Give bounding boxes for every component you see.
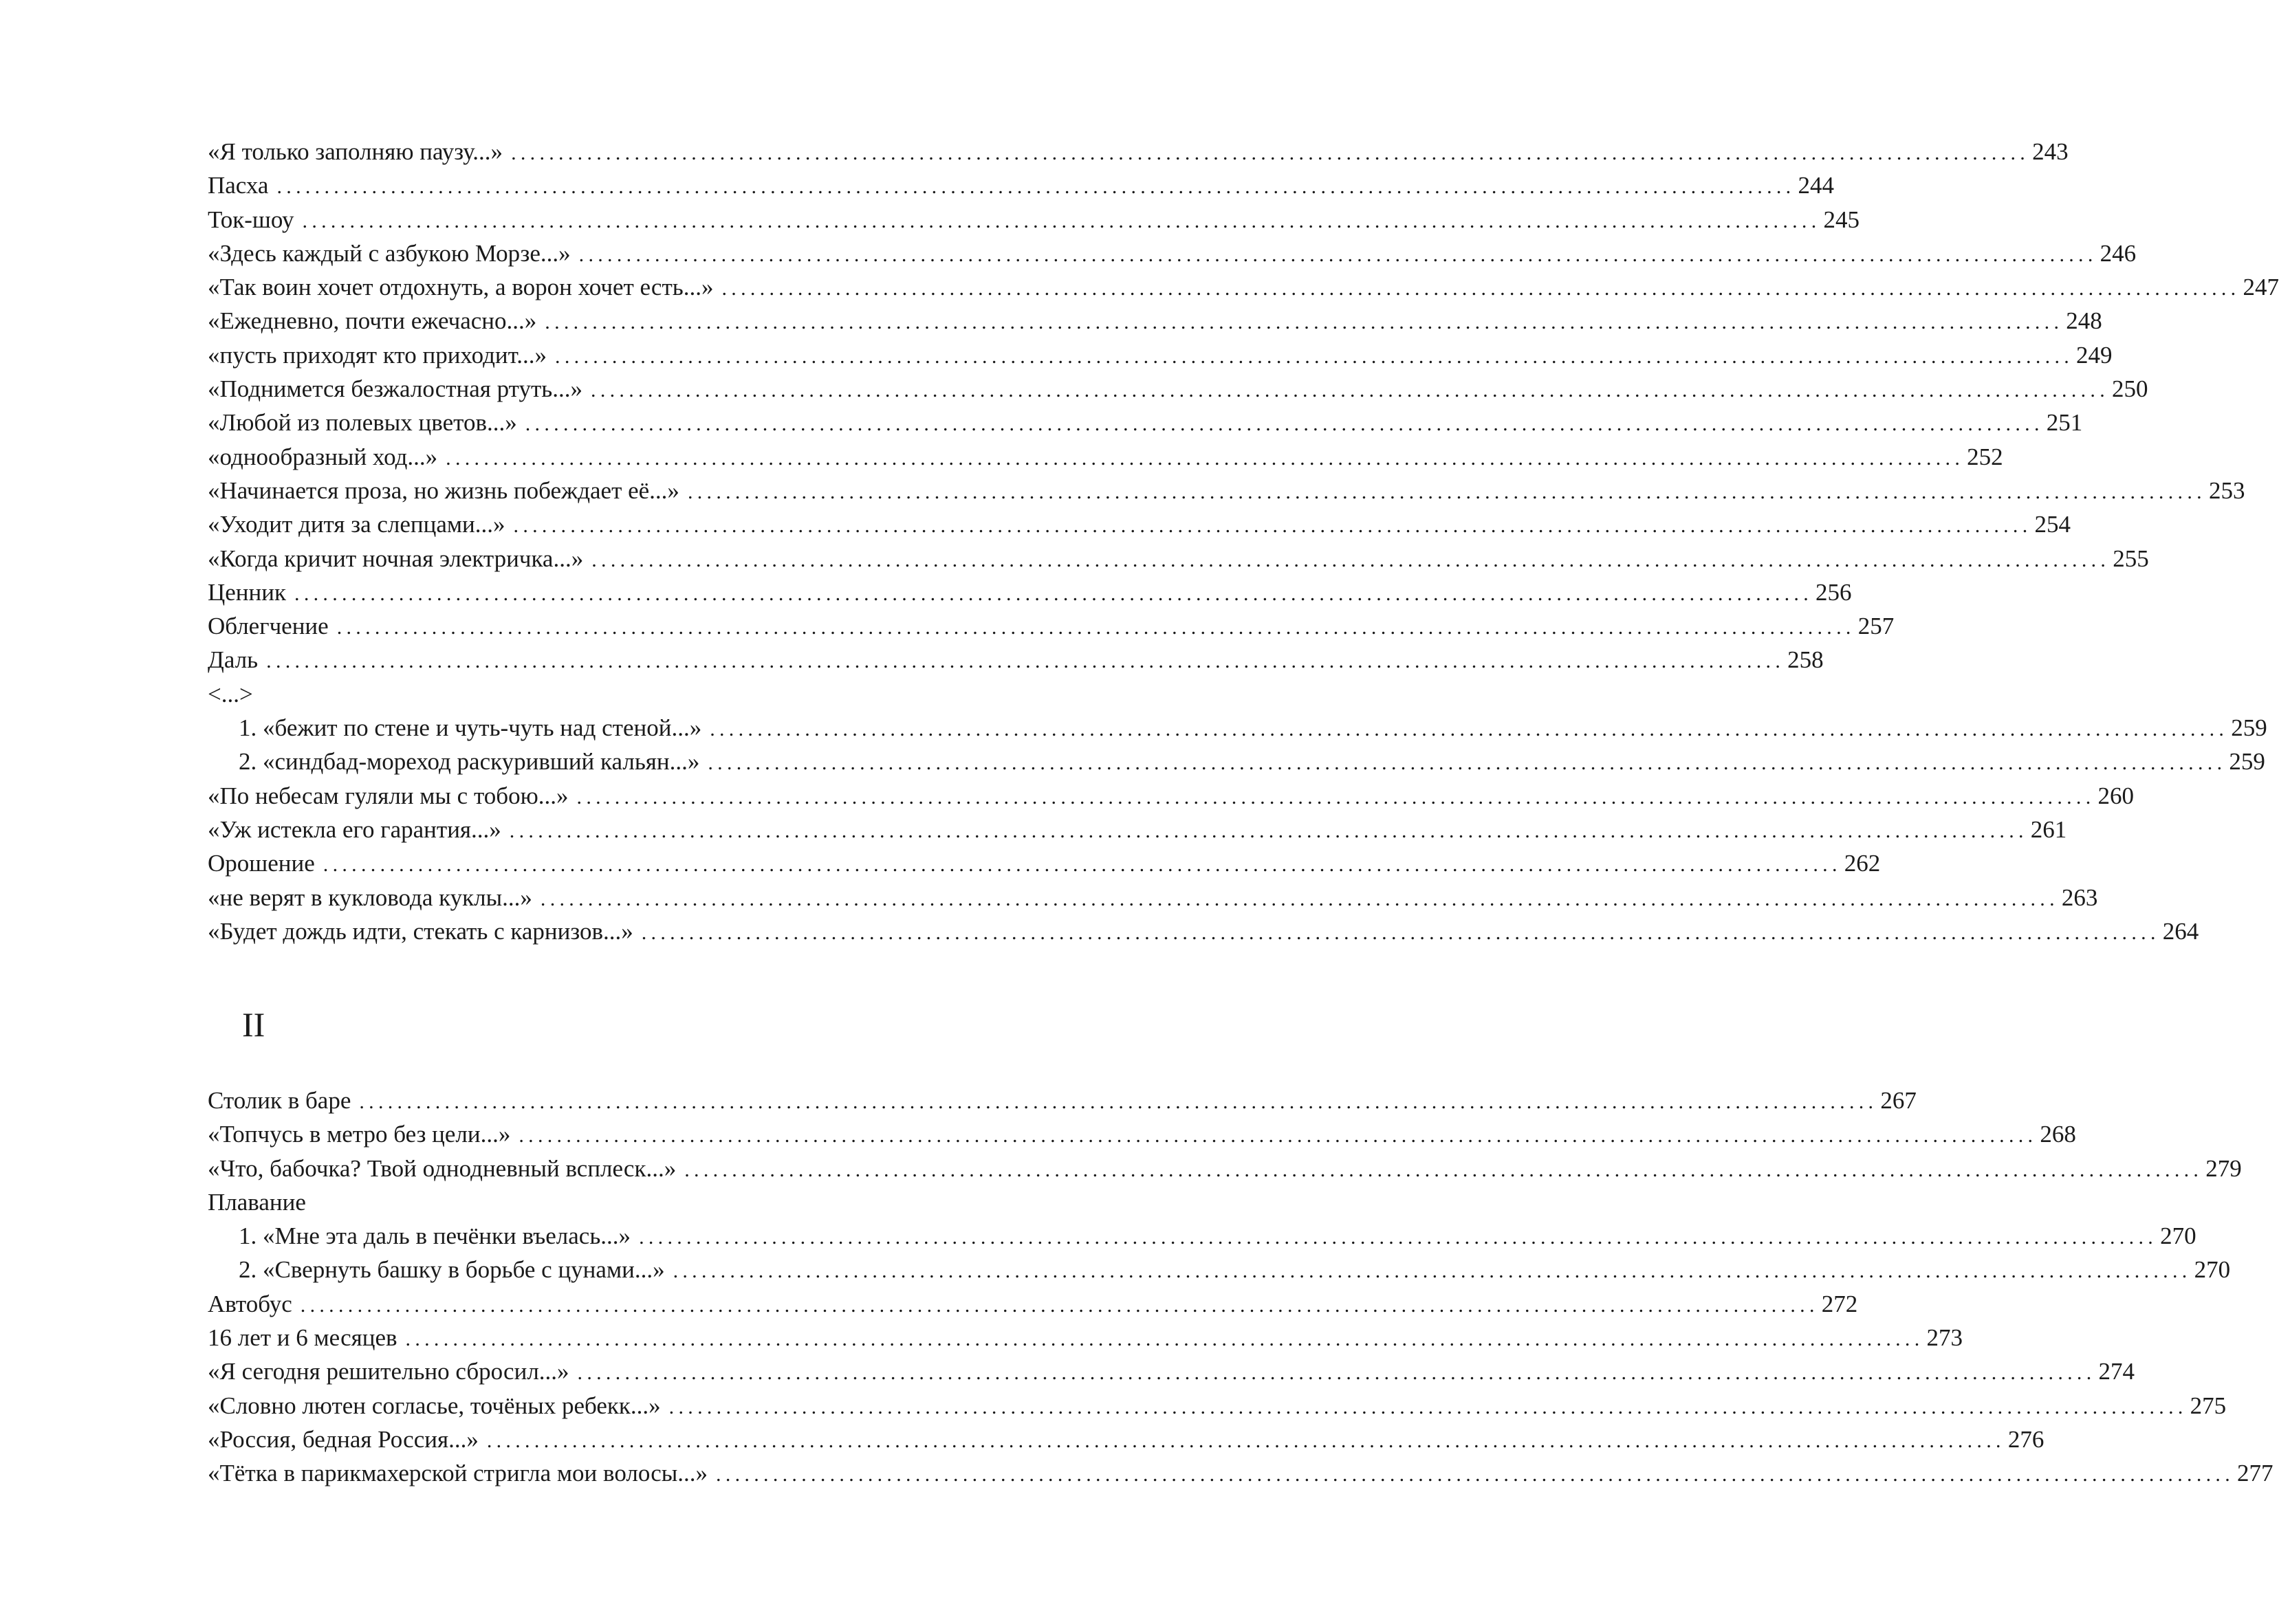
toc-page-number: 249 <box>2076 341 2113 369</box>
toc-entry <box>208 813 2067 846</box>
toc-dot-leader: ................................................................................................................................................................ <box>591 379 2110 402</box>
toc-page-number: 263 <box>2061 884 2098 911</box>
toc-entry <box>208 338 2113 372</box>
toc-entry <box>208 203 1860 237</box>
toc-entry-title: Облегчение <box>208 613 329 640</box>
toc-page-number: 267 <box>1880 1087 1917 1114</box>
toc-subentry <box>208 1219 2196 1253</box>
toc-dot-leader: ................................................................................................................................................................ <box>405 1328 1924 1351</box>
toc-page-number: 260 <box>2097 782 2135 809</box>
toc-dot-leader: ................................................................................................................................................................ <box>525 413 2044 436</box>
toc-entry <box>208 372 2148 406</box>
toc-entry-title: «однообразный ход...» <box>208 443 438 470</box>
toc-dot-leader: ................................................................................................................................................................ <box>540 887 2059 910</box>
toc-entry <box>208 1152 2242 1185</box>
toc-dot-leader: ................................................................................................................................................................ <box>336 616 1855 639</box>
toc-entry-title: «Здесь каждый с азбукою Морзе...» <box>208 239 571 267</box>
toc-section-two <box>208 1084 2273 1491</box>
toc-entry-title: 1. «бежит по стене и чуть-чуть над стеной...» <box>239 714 702 742</box>
toc-page-number: 244 <box>1798 172 1834 199</box>
toc-entry-title: «Что, бабочка? Твой однодневный всплеск...» <box>208 1154 677 1182</box>
toc-entry <box>208 1185 971 1219</box>
toc-entry <box>208 1287 1858 1321</box>
toc-subentry <box>208 1253 2231 1286</box>
toc-entry <box>208 846 1881 880</box>
toc-page-number: 268 <box>2040 1121 2076 1148</box>
toc-page-number: 272 <box>1821 1290 1858 1317</box>
toc-subentry <box>208 711 2267 745</box>
toc-page-number: 279 <box>2205 1154 2242 1182</box>
toc-page-number: 275 <box>2190 1392 2227 1419</box>
toc-entry-title: Автобус <box>208 1290 292 1317</box>
toc-entry <box>208 1354 2135 1388</box>
toc-dot-leader: ................................................................................................................................................................ <box>684 1158 2203 1181</box>
toc-dot-leader: ................................................................................................................................................................ <box>276 175 1796 199</box>
toc-dot-leader: ................................................................................................................................................................ <box>639 1226 2158 1249</box>
toc-entry <box>208 406 2083 439</box>
toc-entry <box>208 270 2279 304</box>
toc-page-number: 250 <box>2112 375 2148 403</box>
toc-dot-leader: ................................................................................................................................................................ <box>708 751 2227 775</box>
toc-page-number: 273 <box>1926 1324 1963 1352</box>
toc-dot-leader: ................................................................................................................................................................ <box>294 582 1813 605</box>
toc-entry <box>208 881 2098 914</box>
toc-page-number: 261 <box>2030 815 2067 843</box>
toc-entry-title: Даль <box>208 646 259 674</box>
toc-dot-leader: ................................................................................................................................................................ <box>591 548 2111 571</box>
toc-page-number: 256 <box>1815 578 1852 606</box>
toc-page-number: 254 <box>2034 511 2071 538</box>
toc-dot-leader: ................................................................................................................................................................ <box>359 1090 1878 1113</box>
toc-dot-leader: ................................................................................................................................................................ <box>519 1124 2038 1148</box>
toc-entry <box>208 542 2149 575</box>
toc-entry-title: «Топчусь в метро без цели...» <box>208 1121 511 1148</box>
toc-dot-leader: ................................................................................................................................................................ <box>721 277 2240 300</box>
toc-page-number: 253 <box>2208 476 2245 504</box>
toc-entry-title: «Так воин хочет отдохнуть, а ворон хочет есть...» <box>208 274 714 301</box>
toc-entry-title: «Когда кричит ночная электричка...» <box>208 545 584 572</box>
toc-entry <box>208 304 2102 338</box>
toc-dot-leader: ................................................................................................................................................................ <box>323 853 1842 877</box>
toc-entry-title: Ценник <box>208 578 287 606</box>
toc-entry <box>208 914 2199 948</box>
toc-page-number: 262 <box>1844 850 1881 877</box>
toc-entry-title: «Россия, бедная Россия...» <box>208 1425 479 1453</box>
toc-entry <box>208 168 1834 202</box>
toc-entry-title: «Я только заполняю паузу...» <box>208 138 503 165</box>
toc-dot-leader: ................................................................................................................................................................ <box>641 921 2160 944</box>
toc-entry-title: Пасха <box>208 172 269 199</box>
toc-page-number: 252 <box>1967 443 2003 470</box>
toc-dot-leader: ................................................................................................................................................................ <box>578 243 2097 266</box>
toc-page-number: 276 <box>2007 1425 2044 1453</box>
toc-entry <box>208 575 1852 609</box>
toc-dot-leader: ................................................................................................................................................................ <box>545 311 2064 334</box>
toc-entry <box>208 474 2245 507</box>
toc-page-number: 248 <box>2066 307 2102 335</box>
toc-entry-title: <...> <box>208 680 253 707</box>
toc-page-number: 243 <box>2032 138 2069 165</box>
toc-entry-title: «Поднимется безжалостная ртуть...» <box>208 375 583 403</box>
toc-page-number: 277 <box>2237 1460 2273 1487</box>
toc-page-number: 259 <box>2229 748 2265 776</box>
toc-page-number: 270 <box>2160 1222 2196 1250</box>
toc-entry-title: «Словно лютен согласье, точёных ребекк...» <box>208 1392 661 1419</box>
toc-dot-leader: ................................................................................................................................................................ <box>266 650 1785 673</box>
toc-page-number: 258 <box>1787 646 1824 674</box>
toc-dot-leader: ................................................................................................................................................................ <box>446 446 1965 470</box>
toc-dot-leader: ................................................................................................................................................................ <box>576 785 2095 809</box>
toc-entry-title: 2. «синдбад-мореход раскуривший кальян...» <box>239 748 700 776</box>
toc-entry <box>208 1084 1917 1117</box>
toc-entry-title: «Будет дождь идти, стекать с карнизов...» <box>208 917 633 945</box>
toc-page-number: 274 <box>2098 1358 2135 1385</box>
toc-dot-leader: ................................................................................................................................................................ <box>687 480 2206 503</box>
toc-entry <box>208 609 1895 643</box>
toc-subentry <box>208 745 2265 778</box>
toc-page-number: 264 <box>2162 917 2199 945</box>
toc-entry-title: 2. «Свернуть башку в борьбе с цунами...» <box>239 1256 665 1284</box>
toc-entry <box>208 643 1824 677</box>
toc-page-number: 257 <box>1857 613 1895 640</box>
toc-entry <box>208 677 971 711</box>
toc-dot-leader: ................................................................................................................................................................ <box>668 1395 2188 1418</box>
toc-dot-leader: ................................................................................................................................................................ <box>577 1361 2096 1385</box>
toc-entry <box>208 135 2069 168</box>
toc-entry-title: «Уходит дитя за слепцами...» <box>208 511 505 538</box>
toc-dot-leader: ................................................................................................................................................................ <box>300 1293 1819 1317</box>
toc-entry-title: «Начинается проза, но жизнь побеждает её...» <box>208 476 679 504</box>
toc-entry <box>208 507 2071 541</box>
toc-entry-title: «Уж истекла его гарантия...» <box>208 815 501 843</box>
toc-dot-leader: ................................................................................................................................................................ <box>511 142 2030 164</box>
toc-entry <box>208 237 2137 270</box>
toc-entry-title: Столик в баре <box>208 1087 351 1114</box>
toc-dot-leader: ................................................................................................................................................................ <box>302 209 1821 232</box>
toc-page-number: 245 <box>1823 206 1860 233</box>
toc-section-one <box>208 135 2279 948</box>
toc-entry-title: 1. «Мне эта даль в печёнки въелась...» <box>239 1222 631 1250</box>
section-heading: II <box>242 1005 265 1044</box>
toc-dot-leader: ................................................................................................................................................................ <box>710 718 2229 741</box>
toc-dot-leader: ................................................................................................................................................................ <box>673 1260 2192 1283</box>
toc-dot-leader: ................................................................................................................................................................ <box>513 514 2032 538</box>
toc-page-number: 247 <box>2243 274 2279 301</box>
toc-entry-title: «пусть приходят кто приходит...» <box>208 341 547 369</box>
toc-entry-title: «По небесам гуляли мы с тобою...» <box>208 782 569 809</box>
toc-page-number: 255 <box>2113 545 2149 572</box>
toc-page-number: 246 <box>2100 239 2137 267</box>
toc-entry <box>208 1389 2227 1423</box>
toc-dot-leader: ................................................................................................................................................................ <box>555 344 2074 368</box>
toc-entry-title: «Ежедневно, почти ежечасно...» <box>208 307 537 335</box>
toc-dot-leader: ................................................................................................................................................................ <box>716 1463 2235 1486</box>
toc-entry-title: Плавание <box>208 1188 306 1216</box>
toc-entry-title: Орошение <box>208 850 315 877</box>
toc-entry-title: 16 лет и 6 месяцев <box>208 1324 397 1352</box>
toc-entry-title: «не верят в кукловода куклы...» <box>208 884 532 911</box>
toc-entry-title: «Любой из полевых цветов...» <box>208 409 517 437</box>
toc-entry <box>208 1456 2273 1490</box>
toc-entry <box>208 1423 2044 1456</box>
toc-page-number: 259 <box>2231 714 2267 742</box>
toc-dot-leader: ................................................................................................................................................................ <box>509 819 2028 842</box>
toc-dot-leader: ................................................................................................................................................................ <box>486 1429 2005 1452</box>
toc-entry-title: Ток-шоу <box>208 206 294 233</box>
toc-entry-title: «Я сегодня решительно сбросил...» <box>208 1358 569 1385</box>
toc-page-number: 270 <box>2194 1256 2231 1284</box>
toc-page-number: 251 <box>2046 409 2083 437</box>
toc-entry <box>208 440 2003 474</box>
toc-entry-title: «Тётка в парикмахерской стригла мои волосы...» <box>208 1460 708 1487</box>
toc-entry <box>208 1117 2076 1151</box>
toc-entry <box>208 1321 1963 1354</box>
toc-entry <box>208 779 2135 813</box>
